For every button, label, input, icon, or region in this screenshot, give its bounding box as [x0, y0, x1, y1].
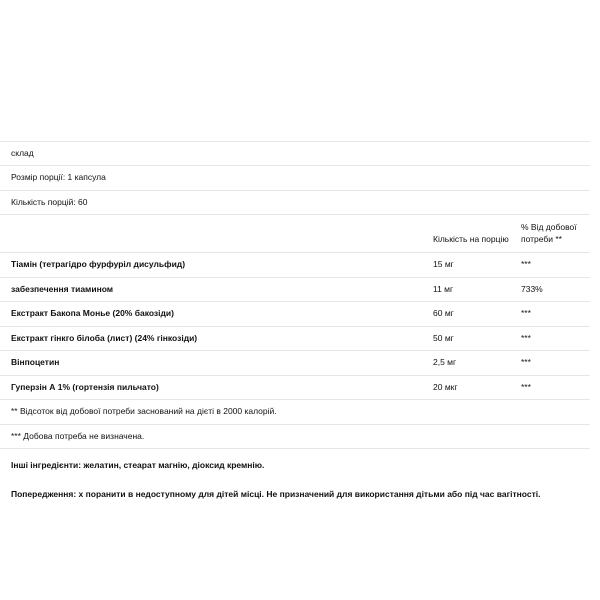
ingredient-name: Гуперзін А 1% (гортензія пильчато)	[0, 375, 422, 399]
table-row-footnote	[0, 400, 590, 424]
footnote-daily-value-not-established: *** Добова потреба не визначена.	[0, 424, 590, 448]
ingredient-daily-value: ***	[510, 253, 590, 277]
top-whitespace	[0, 0, 600, 141]
ingredient-amount: 50 мг	[422, 326, 510, 350]
ingredient-name: Екстракт Бакопа Монье (20% бакозіди)	[0, 302, 422, 326]
ingredient-name: Екстракт гінкго білоба (лист) (24% гінкозіди)	[0, 326, 422, 350]
notes-section	[0, 449, 600, 501]
footnote-daily-value-basis: ** Відсоток від добової потреби заснований на дієті в 2000 калорій.	[0, 400, 590, 424]
ingredient-amount: 20 мкг	[422, 375, 510, 399]
ingredient-name: Тіамін (тетрагідро фурфуріл дисульфид)	[0, 253, 422, 277]
table-row-title	[0, 142, 590, 166]
table-row	[0, 253, 590, 277]
ingredient-amount: 2,5 мг	[422, 351, 510, 375]
ingredient-name: Вінпоцетин	[0, 351, 422, 375]
table-row	[0, 351, 590, 375]
table-row-serving-size	[0, 166, 590, 190]
ingredient-daily-value: ***	[510, 375, 590, 399]
table-header-row	[0, 215, 590, 253]
other-ingredients-text: Інші інгредієнти: желатин, стеарат магнію, діоксид кремнію.	[11, 460, 265, 471]
servings-per-container-text: Кількість порцій: 60	[0, 190, 590, 214]
warning-text: Попередження: х поранити в недоступному для дітей місці. Не призначений для використання дітьми або під час вагітності.	[11, 488, 541, 499]
header-spacer-cell	[0, 215, 422, 253]
table-row-footnote	[0, 424, 590, 448]
table-row	[0, 277, 590, 301]
ingredient-daily-value: 733%	[510, 277, 590, 301]
serving-size-text: Розмір порції: 1 капсула	[0, 166, 590, 190]
ingredient-daily-value: ***	[510, 326, 590, 350]
ingredient-daily-value: ***	[510, 351, 590, 375]
ingredient-amount: 11 мг	[422, 277, 510, 301]
panel-title: склад	[0, 142, 590, 166]
table-row	[0, 375, 590, 399]
ingredient-amount: 60 мг	[422, 302, 510, 326]
supplement-facts-table	[0, 141, 590, 449]
table-row	[0, 326, 590, 350]
column-header-percent-daily-value: % Від добової потреби **	[510, 215, 590, 253]
column-header-amount-per-serving: Кількість на порцію	[422, 215, 510, 253]
table-row	[0, 302, 590, 326]
ingredient-daily-value: ***	[510, 302, 590, 326]
ingredient-amount: 15 мг	[422, 253, 510, 277]
table-row-servings-per-container	[0, 190, 590, 214]
ingredient-name: забезпечення тиамином	[0, 277, 422, 301]
